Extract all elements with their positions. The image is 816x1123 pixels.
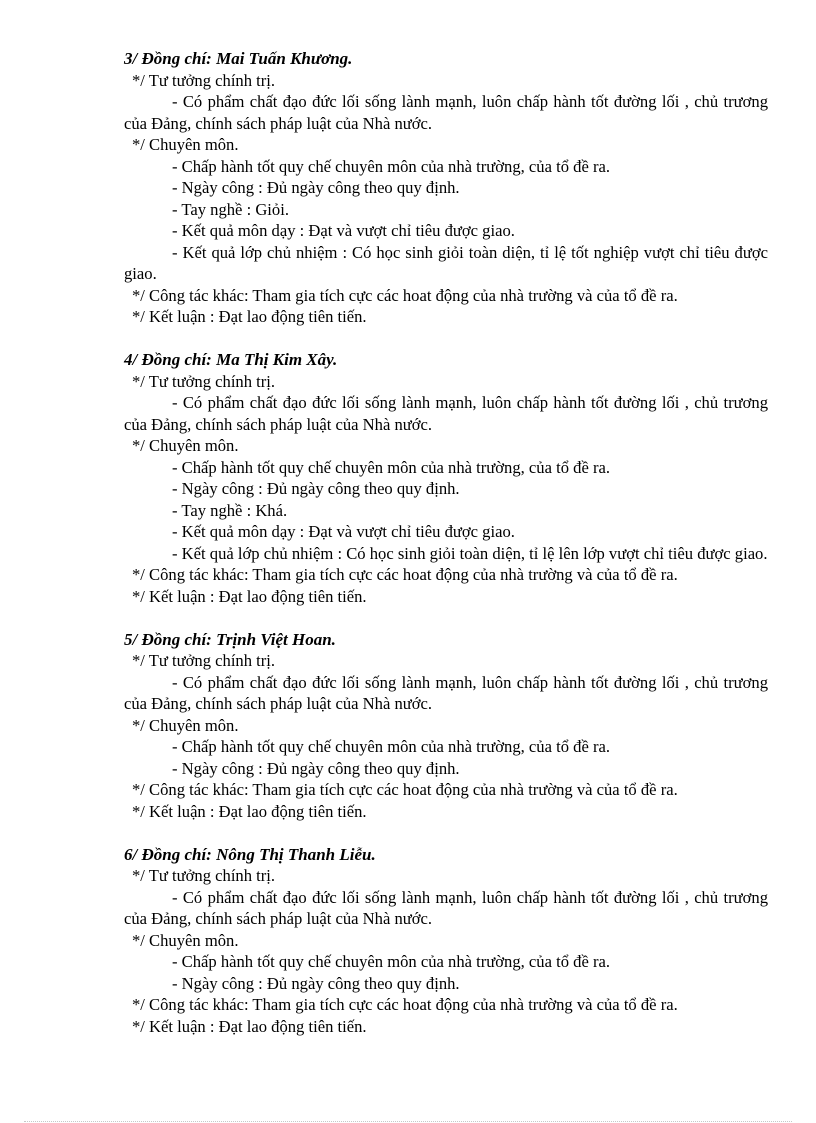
conclusion-text: */ Kết luận : Đạt lao động tiên tiến.	[132, 1016, 367, 1036]
evaluation-section	[124, 844, 768, 1038]
expertise-item: - Chấp hành tốt quy chế chuyên môn của nhà trường, của tổ đề ra.	[172, 952, 611, 971]
other-work-text: */ Công tác khác: Tham gia tích cực các hoat động của nhà trường và của tổ đề ra.	[132, 565, 678, 584]
evaluation-section	[124, 48, 768, 328]
expertise-item: - Kết quả môn dạy : Đạt và vượt chỉ tiêu được giao.	[172, 522, 515, 541]
expertise-label: */ Chuyên môn.	[132, 436, 239, 455]
expertise-item: - Kết quả môn dạy : Đạt và vượt chỉ tiêu được giao.	[172, 221, 515, 240]
politics-text: - Có phẩm chất đạo đức lối sống lành mạnh, luôn chấp hành tốt đường lối , chủ trương của Đảng, chính sách pháp luật của Nhà nước.	[124, 672, 768, 713]
other-work-text: */ Công tác khác: Tham gia tích cực các hoat động của nhà trường và của tổ đề ra.	[132, 995, 678, 1014]
expertise-item: - Chấp hành tốt quy chế chuyên môn của nhà trường, của tổ đề ra.	[172, 737, 611, 756]
section-heading: 4/ Đồng chí: Ma Thị Kim Xây.	[124, 350, 338, 369]
politics-text: - Có phẩm chất đạo đức lối sống lành mạnh, luôn chấp hành tốt đường lối , chủ trương của Đảng, chính sách pháp luật của Nhà nước.	[124, 887, 768, 928]
section-heading: 5/ Đồng chí: Trịnh Việt Hoan.	[124, 629, 336, 649]
expertise-item: - Tay nghề : Giỏi.	[172, 199, 289, 219]
politics-label: */ Tư tưởng chính trị.	[132, 651, 276, 670]
expertise-item: - Chấp hành tốt quy chế chuyên môn của nhà trường, của tổ đề ra.	[172, 457, 611, 477]
evaluation-section	[124, 349, 768, 607]
politics-text: - Có phẩm chất đạo đức lối sống lành mạnh, luôn chấp hành tốt đường lối , chủ trương của Đảng, chính sách pháp luật của Nhà nước.	[124, 393, 768, 434]
evaluation-section	[124, 629, 768, 823]
politics-label: */ Tư tưởng chính trị.	[132, 866, 276, 885]
politics-text: - Có phẩm chất đạo đức lối sống lành mạnh, luôn chấp hành tốt đường lối , chủ trương của Đảng, chính sách pháp luật của Nhà nước.	[124, 92, 768, 133]
other-work-text: */ Công tác khác: Tham gia tích cực các hoat động của nhà trường và của tổ đề ra.	[132, 780, 678, 799]
expertise-item: - Ngày công : Đủ ngày công theo quy định.	[172, 973, 460, 993]
expertise-label: */ Chuyên môn.	[132, 715, 239, 735]
class-result-text: - Kết quả lớp chủ nhiệm : Có học sinh giỏi toàn diện, tỉ lệ tốt nghiệp vượt chỉ tiêu được giao.	[124, 242, 768, 283]
expertise-item: - Ngày công : Đủ ngày công theo quy định.	[172, 178, 460, 197]
expertise-item: - Ngày công : Đủ ngày công theo quy định.	[172, 479, 460, 498]
page-bottom-border	[24, 1121, 792, 1122]
expertise-item: - Tay nghề : Khá.	[172, 500, 288, 520]
section-heading: 6/ Đồng chí: Nông Thị Thanh Liễu.	[124, 844, 376, 864]
expertise-label: */ Chuyên môn.	[132, 930, 239, 950]
document-page	[124, 48, 768, 1059]
politics-label: */ Tư tưởng chính trị.	[132, 371, 276, 391]
conclusion-text: */ Kết luận : Đạt lao động tiên tiến.	[132, 307, 367, 326]
class-result-text: - Kết quả lớp chủ nhiệm : Có học sinh giỏi toàn diện, tỉ lệ lên lớp vượt chỉ tiêu được giao.	[172, 543, 768, 563]
expertise-label: */ Chuyên môn.	[132, 135, 239, 154]
expertise-item: - Ngày công : Đủ ngày công theo quy định.	[172, 758, 460, 778]
conclusion-text: */ Kết luận : Đạt lao động tiên tiến.	[132, 801, 367, 821]
politics-label: */ Tư tưởng chính trị.	[132, 70, 276, 90]
section-heading: 3/ Đồng chí: Mai Tuấn Khương.	[124, 49, 353, 68]
other-work-text: */ Công tác khác: Tham gia tích cực các hoat động của nhà trường và của tổ đề ra.	[132, 285, 678, 305]
conclusion-text: */ Kết luận : Đạt lao động tiên tiến.	[132, 586, 367, 606]
expertise-item: - Chấp hành tốt quy chế chuyên môn của nhà trường, của tổ đề ra.	[172, 156, 611, 176]
